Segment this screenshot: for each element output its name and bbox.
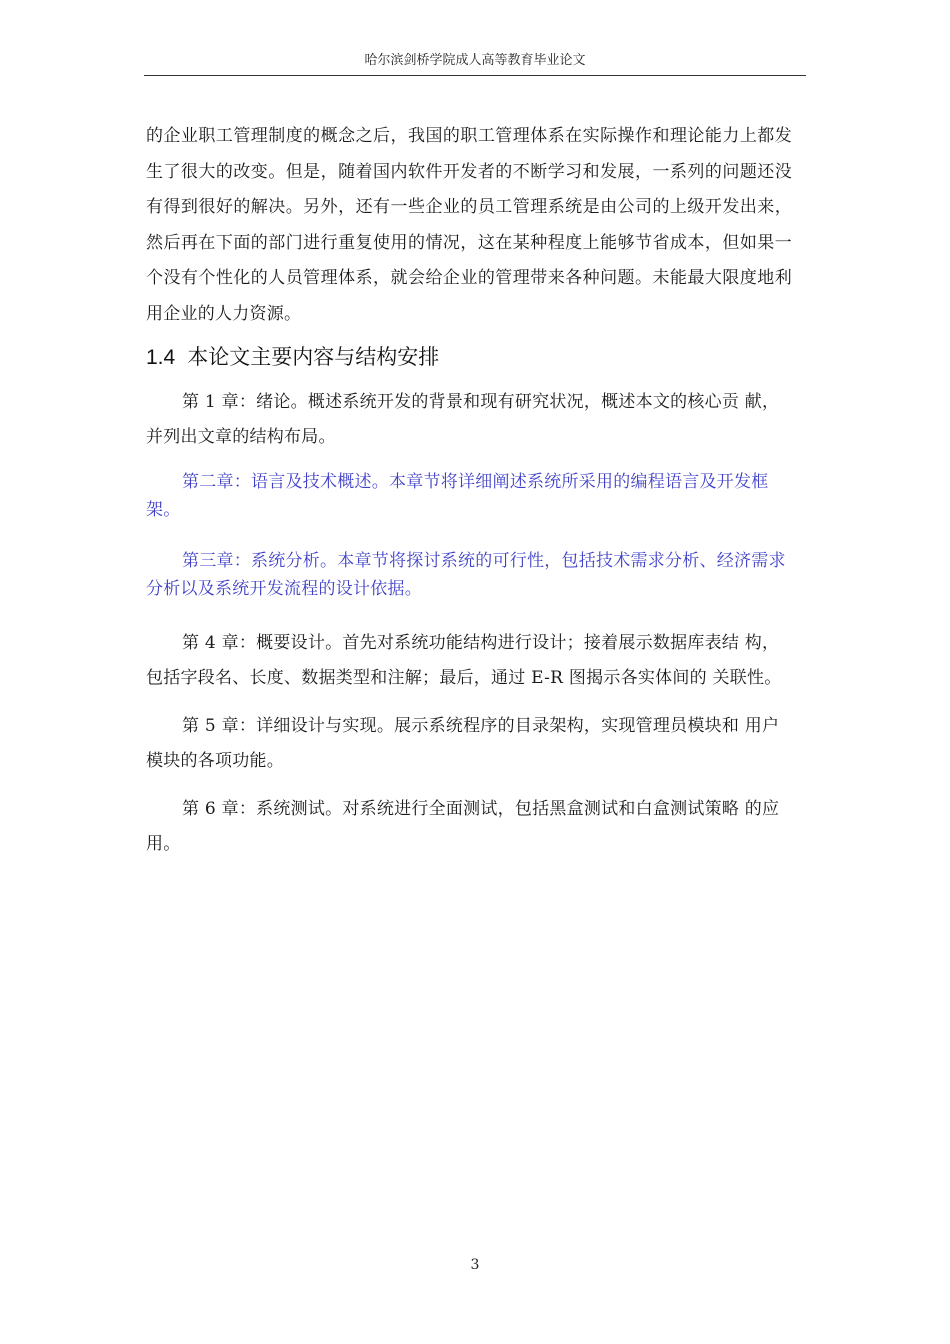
document-body bbox=[146, 119, 792, 875]
page-header-title: 哈尔滨剑桥学院成人高等教育毕业论文 bbox=[364, 53, 586, 68]
page-number: 3 bbox=[470, 1257, 480, 1273]
chapter-5-paragraph: 第 5 章：详细设计与实现。展示系统程序的目录架构，实现管理员模块和 用户模块的各项功能。 bbox=[146, 716, 780, 771]
chapter-4-paragraph: 第 4 章：概要设计。首先对系统功能结构进行设计；接着展示数据库表结 构，包括字段名、长度、数据类型和注解；最后，通过 E-R 图揭示各实体间的 关联性。 bbox=[146, 633, 782, 688]
chapter-3-paragraph: 第三章：系统分析。本章节将探讨系统的可行性，包括技术需求分析、经济需求分析以及系统开发流程的设计依据。 bbox=[146, 551, 786, 599]
chapter-6-paragraph: 第 6 章：系统测试。对系统进行全面测试，包括黑盒测试和白盒测试策略 的应用。 bbox=[146, 799, 780, 854]
intro-paragraph: 的企业职工管理制度的概念之后，我国的职工管理体系在实际操作和理论能力上都发生了很大的改变。但是，随着国内软件开发者的不断学习和发展，一系列的问题还没有得到很好的解决。另外，还有一些企业的员工管理系统是由公司的上级开发出来，然后再在下面的部门进行重复使用的情况，这在某种程度上能够节省成本，但如果一个没有个性化的人员管理体系，就会给企业的管理带来各种问题。未能最大限度地利用企业的人力资源。 bbox=[146, 126, 792, 324]
chapter-2-paragraph: 第二章：语言及技术概述。本章节将详细阐述系统所采用的编程语言及开发框架。 bbox=[146, 472, 769, 520]
section-heading bbox=[146, 342, 792, 373]
section-number: 1.4 bbox=[146, 346, 176, 369]
section-title: 本论文主要内容与结构安排 bbox=[187, 345, 440, 369]
header-divider bbox=[144, 75, 806, 76]
chapter-1-paragraph: 第 1 章：绪论。概述系统开发的背景和现有研究状况，概述本文的核心贡 献，并列出文章的结构布局。 bbox=[146, 392, 780, 447]
